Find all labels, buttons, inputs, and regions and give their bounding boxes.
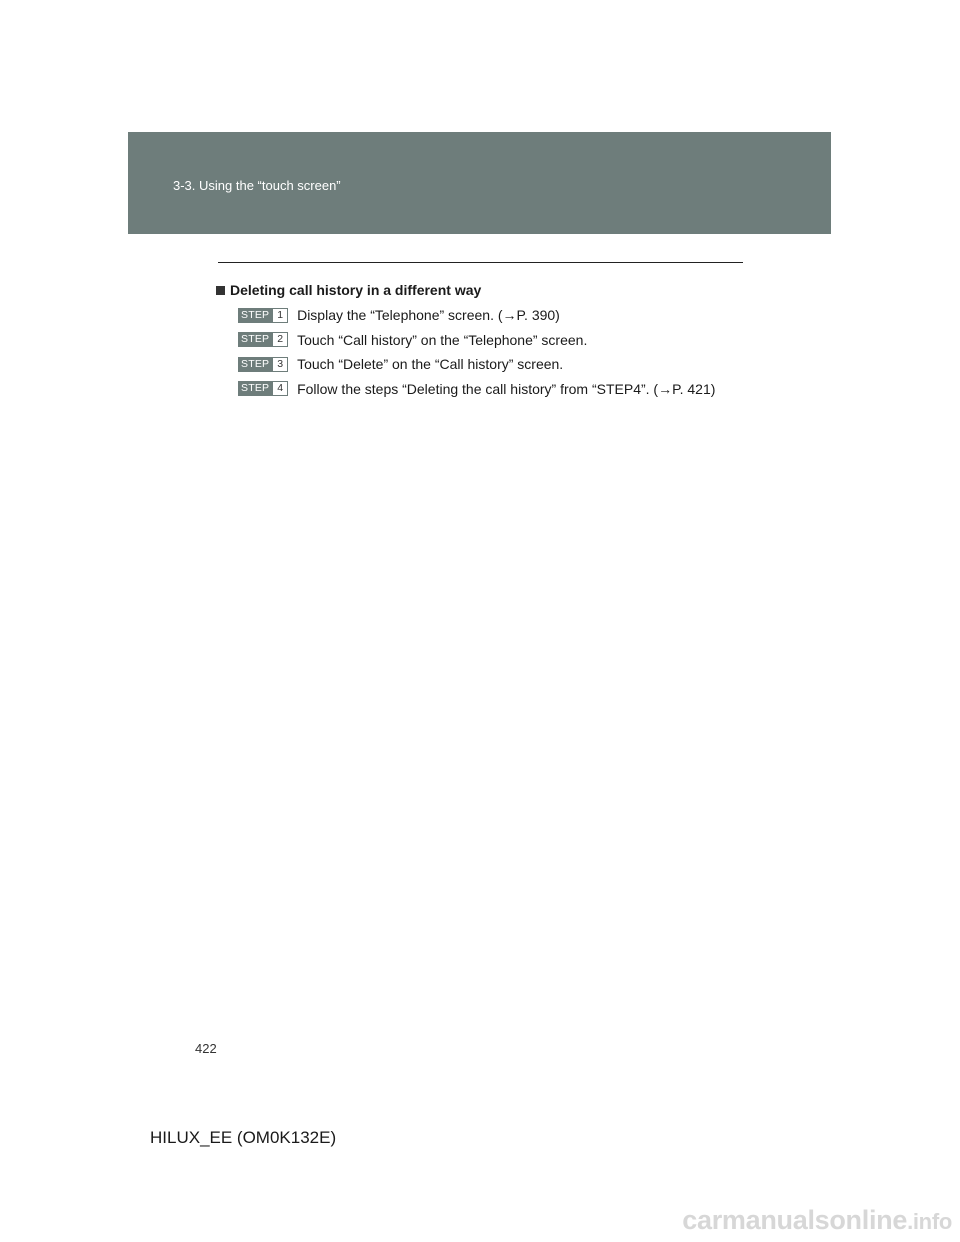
- step-text: Touch “Call history” on the “Telephone” screen.: [297, 331, 588, 348]
- step-text: Follow the steps “Deleting the call history” from “STEP4”. (→P. 421): [297, 380, 716, 397]
- page-number: 422: [195, 1041, 217, 1056]
- section-divider: [218, 262, 743, 263]
- step-badge-label: STEP: [239, 382, 272, 395]
- step-badge-number: 1: [272, 309, 287, 322]
- watermark-link[interactable]: [682, 1205, 952, 1236]
- watermark-name: carmanualsonline: [682, 1205, 908, 1235]
- step-item: [238, 381, 715, 397]
- subheading: [216, 282, 481, 298]
- step-text: Display the “Telephone” screen. (→P. 390): [297, 307, 560, 323]
- step-item: [238, 356, 715, 372]
- square-bullet-icon: [216, 286, 225, 295]
- step-badge-number: 2: [272, 333, 287, 346]
- subheading-text: Deleting call history in a different way: [230, 282, 482, 298]
- step-text: Touch “Delete” on the “Call history” screen.: [297, 356, 564, 372]
- step-badge: [238, 308, 288, 323]
- step-list: [238, 307, 715, 405]
- step-badge-label: STEP: [239, 333, 272, 346]
- step-badge-number: 4: [272, 382, 287, 395]
- manual-code: HILUX_EE (OM0K132E): [150, 1128, 337, 1147]
- step-badge-number: 3: [272, 358, 287, 371]
- section-header-band: [128, 132, 831, 234]
- step-item: [238, 307, 715, 323]
- step-badge: [238, 381, 288, 396]
- step-badge: [238, 357, 288, 372]
- section-title: 3-3. Using the “touch screen”: [173, 178, 341, 193]
- step-item: [238, 332, 715, 348]
- step-badge-label: STEP: [239, 358, 272, 371]
- step-badge: [238, 332, 288, 347]
- step-badge-label: STEP: [239, 309, 272, 322]
- watermark-tld: .info: [907, 1209, 952, 1234]
